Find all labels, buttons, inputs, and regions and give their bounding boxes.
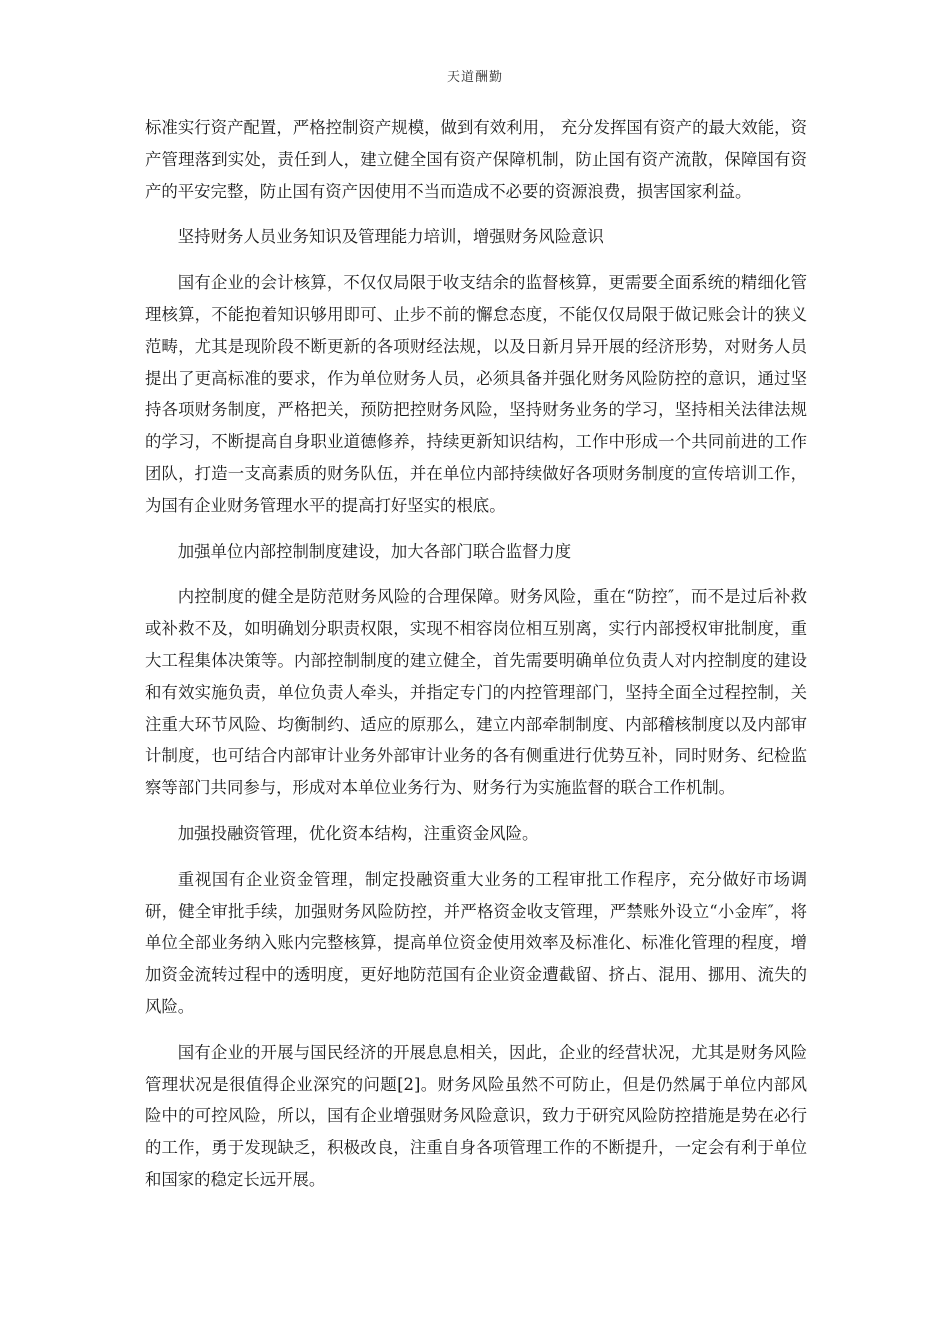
section-heading-internal-control: 加强单位内部控制制度建设，加大各部门联合监督力度 xyxy=(177,541,572,561)
paragraph-conclusion: 国有企业的开展与国民经济的开展息息相关，因此，企业的经营状况，尤其是财务风险管理状况是很值得企业深究的问题[2]。财务风险虽然不可防止，但是仍然属于单位内部风险中的可控风险，所以，国有企业增强财务风险意识，致力于研究风险防控措施是势在必行的工作，勇于发现缺乏，积极改良，注重自身各项管理工作的不断提升，一定会有利于单位和国家的稳定长远开展。 xyxy=(145,1042,807,1189)
section-heading-investment: 加强投融资管理，优化资本结构，注重资金风险。 xyxy=(177,823,539,843)
section-heading-training: 坚持财务人员业务知识及管理能力培训，增强财务风险意识 xyxy=(177,227,604,247)
page-header: 天道酬勤 xyxy=(446,70,503,85)
paragraph-continuation: 标准实行资产配置，严格控制资产规模，做到有效利用， 充分发挥国有资产的最大效能，资产管理落到实处，责任到人，建立健全国有资产保障机制，防止国有资产流散，保障国有资产的平安完整，防止国有资产因使用不当而造成不必要的资源浪费，损害国家利益。 xyxy=(145,118,807,201)
document-body xyxy=(145,112,807,1210)
paragraph-investment: 重视国有企业资金管理，制定投融资重大业务的工程审批工作程序，充分做好市场调研，健全审批手续，加强财务风险防控，并严格资金收支管理，严禁账外设立“小金库″，将单位全部业务纳入账内完整核算，提高单位资金使用效率及标准化、标准化管理的程度，增加资金流转过程中的透明度，更好地防范国有企业资金遭截留、挤占、混用、挪用、流失的风险。 xyxy=(145,869,807,1016)
paragraph-internal-control: 内控制度的健全是防范财务风险的合理保障。财务风险，重在“防控″，而不是过后补救或补救不及，如明确划分职责权限，实现不相容岗位相互别离，实行内部授权审批制度，重大工程集体决策等。内部控制制度的建立健全，首先需要明确单位负责人对内控制度的建设和有效实施负责，单位负责人牵头，并指定专门的内控管理部门，坚持全面全过程控制，关注重大环节风险、均衡制约、适应的原那么，建立内部牵制制度、内部稽核制度以及内部审计制度，也可结合内部审计业务外部审计业务的各有侧重进行优势互补，同时财务、纪检监察等部门共同参与，形成对本单位业务行为、财务行为实施监督的联合工作机制。 xyxy=(145,587,807,798)
paragraph-training: 国有企业的会计核算，不仅仅局限于收支结余的监督核算，更需要全面系统的精细化管理核算，不能抱着知识够用即可、止步不前的懈怠态度，不能仅仅局限于做记账会计的狭义范畴，尤其是现阶段不断更新的各项财经法规，以及日新月异开展的经济形势，对财务人员提出了更高标准的要求，作为单位财务人员，必须具备并强化财务风险防控的意识，通过坚持各项财务制度，严格把关，预防把控财务风险，坚持财务业务的学习，坚持相关法律法规的学习，不断提高自身职业道德修养，持续更新知识结构，工作中形成一个共同前进的工作团队，打造一支高素质的财务队伍，并在单位内部持续做好各项财务制度的宣传培训工作，为国有企业财务管理水平的提高打好坚实的根底。 xyxy=(145,273,807,515)
